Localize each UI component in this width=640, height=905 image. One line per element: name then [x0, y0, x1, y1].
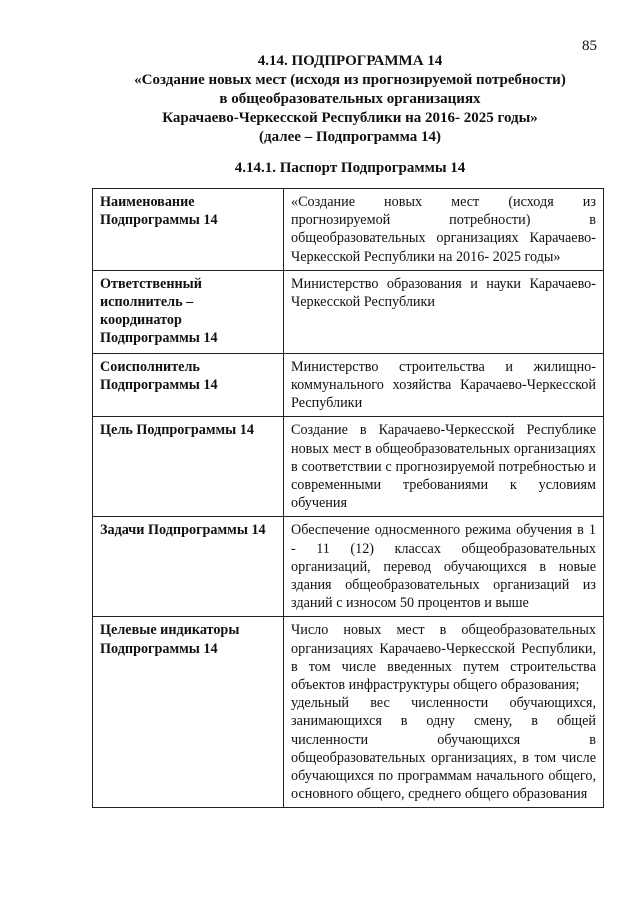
passport-table	[92, 188, 604, 808]
table-row	[93, 517, 604, 617]
heading-line-2: «Создание новых мест (исходя из прогнозируемой потребности)	[134, 72, 566, 88]
table-row	[93, 270, 604, 353]
row-label: Соисполнитель Подпрограммы 14	[93, 353, 284, 417]
row-value: Обеспечение односменного режима обучения в 1 - 11 (12) классах общеобразовательных организаций, перевод обучающихся в новые здания общеобразовательных организаций из зданий с износом 50 процентов и выше	[284, 517, 604, 617]
row-value: Создание в Карачаево-Черкесской Республике новых мест в общеобразовательных организациях в соответствии с прогнозируемой потребностью и современными требованиями к условиям обучения	[284, 417, 604, 517]
indicator-text-1: Число новых мест в общеобразовательных организациях Карачаево-Черкесской Республики, в том числе введенных путем строительства объектов инфраструктуры общего образования;	[291, 622, 596, 694]
row-label: Наименование Подпрограммы 14	[93, 189, 284, 271]
row-value	[284, 617, 604, 808]
heading-line-4: Карачаево-Черкесской Республики на 2016- 2025 годы»	[162, 110, 538, 126]
heading-line-3: в общеобразовательных организациях	[219, 91, 481, 107]
row-value: Министерство образования и науки Карачаево-Черкесской Республики	[284, 270, 604, 353]
table-row	[93, 189, 604, 271]
row-value: Министерство строительства и жилищно-коммунального хозяйства Карачаево-Черкесской Республики	[284, 353, 604, 417]
row-label: Задачи Подпрограммы 14	[93, 517, 284, 617]
heading-line-1: 4.14. ПОДПРОГРАММА 14	[257, 53, 443, 69]
row-label: Целевые индикаторы Подпрограммы 14	[93, 617, 284, 808]
section-heading	[100, 52, 600, 147]
indicator-text-2: удельный вес численности обучающихся, занимающихся в одну смену, в общей численности обучающихся в общеобразовательных организациях, в том числе обучающихся по программам начального общего, основного общего, среднего общего образования	[291, 695, 596, 803]
page-number: 85	[582, 38, 597, 54]
table-row	[93, 353, 604, 417]
table-row	[93, 417, 604, 517]
row-value: «Создание новых мест (исходя из прогнозируемой потребности) в общеобразовательных организациях Карачаево-Черкесской Республики на 2016- 2025 годы»	[284, 189, 604, 271]
row-label: Ответственный исполнитель – координатор Подпрограммы 14	[93, 270, 284, 353]
table-row	[93, 617, 604, 808]
passport-subheading: 4.14.1. Паспорт Подпрограммы 14	[234, 160, 466, 176]
row-label: Цель Подпрограммы 14	[93, 417, 284, 517]
heading-line-5: (далее – Подпрограмма 14)	[259, 129, 441, 145]
